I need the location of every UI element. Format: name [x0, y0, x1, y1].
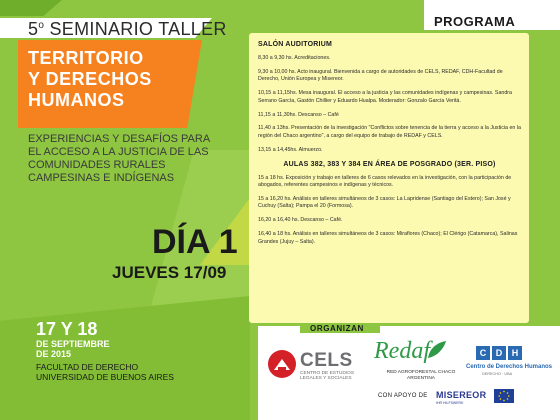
redaf-logo — [372, 338, 456, 386]
cdh-letter-c: C — [476, 346, 490, 360]
program-item: 11,40 a 13hs. Presentación de la investigación "Conflictos sobre tenencia de la tierra y acceso a la Justicia en la región del Chaco argentino", a cargo del equipo de trabajo de REDAF y CELS. — [258, 125, 521, 139]
redaf-subtitle: RED AGROFORESTAL CHACO ARGENTINA — [386, 370, 456, 381]
program-item: 10,15 a 11,15hs. Mesa inaugural. El acceso a la justicia y las comunidades indígenas y campesinas. Sandra Serrano García, Gastón Chillier y Eduardo Hualpa. Moderador: Gonzalo García Veritá. — [258, 90, 513, 104]
program-item: 11,15 a 11,30hs. Descanso – Café — [258, 111, 339, 118]
misereor-subtitle: IHR HILFSWERK — [436, 401, 464, 405]
program-panel — [249, 33, 529, 323]
dates-days: 17 Y 18 — [36, 319, 98, 339]
event-type: SEMINARIO TALLER — [49, 19, 227, 39]
main-title — [28, 48, 208, 111]
event-label — [28, 19, 227, 40]
dates-month: DE SEPTIEMBRE — [36, 339, 110, 349]
cdh-subtitle: DERECHO · UBA — [482, 372, 513, 376]
dates-year: DE 2015 — [36, 349, 72, 359]
decor-dark-stripe — [0, 0, 62, 16]
programa-heading: PROGRAMA — [434, 14, 516, 29]
leaf-icon — [424, 338, 448, 362]
section-title-auditorium: SALÓN AUDITORIUM — [258, 41, 332, 48]
day-label: DÍA 1 — [152, 223, 238, 261]
day-date: JUEVES 17/09 — [112, 263, 227, 282]
title-line-3: HUMANOS — [28, 90, 125, 110]
redaf-name: Redaf — [374, 338, 430, 364]
cdh-logo — [466, 346, 558, 384]
event-ordinal: 5 — [28, 19, 39, 39]
event-dates — [36, 320, 196, 382]
title-line-2: Y DERECHOS — [28, 69, 152, 89]
organizers-heading: ORGANIZAN — [310, 324, 364, 333]
cels-logo — [268, 348, 372, 382]
program-item: 9,30 a 10,00 hs. Acto inaugural. Bienvenida a cargo de autoridades de CELS, REDAF, CDH-Facultad de Derecho, Unión Europea y Misereor. — [258, 68, 503, 83]
cdh-name: Centro de Derechos Humanos — [466, 364, 553, 370]
cdh-letter-h: H — [508, 346, 522, 360]
title-line-1: TERRITORIO — [28, 48, 144, 68]
subtitle: EXPERIENCIAS Y DESAFÍOS PARA EL ACCESO A LA JUSTICIA DE LAS COMUNIDADES RURALES CAMPESINAS E INDÍGENAS — [28, 133, 210, 184]
cdh-letter-d: D — [492, 346, 506, 360]
program-item: 8,30 a 9,30 hs. Acreditaciones. — [258, 55, 331, 61]
program-item: 16,40 a 18 hs. Análisis en talleres simultáneos de 3 casos: Miraflores (Chaco); El Clérigo (Catamarca), Salinas Grandes (Jujuy – Salta). — [258, 231, 518, 245]
misereor-logo: MISEREOR — [436, 390, 487, 400]
cels-emblem-icon — [268, 350, 296, 378]
program-item: 13,15 a 14,45hs. Almuerzo. — [258, 146, 323, 153]
program-item: 15 a 18 hs. Exposición y trabajo en talleres de 6 casos relevados en la investigación, con la participación de abogados, referentes campesinos e indígenas y técnicos. — [258, 174, 512, 189]
cels-subtitle: CENTRO DE ESTUDIOS LEGALES Y SOCIALES — [300, 371, 355, 382]
venue-line-1: FACULTAD DE DERECHO — [36, 362, 139, 372]
program-item: 15 a 16,20 hs. Análisis en talleres simultáneos de 3 casos: La Lapridense (Santiago del Estero); San José y Cuchuy (Salta); Pampa el 20 (Formosa). — [258, 195, 511, 210]
section-title-aulas: AULAS 382, 383 Y 384 EN ÁREA DE POSGRADO (3ER. PISO) — [283, 160, 496, 168]
venue-line-2: UNIVERSIDAD DE BUENOS AIRES — [36, 372, 174, 382]
event-ordinal-sup: o — [38, 20, 45, 31]
eu-flag-icon — [494, 389, 514, 403]
cels-name: CELS — [300, 350, 353, 371]
support-label: CON APOYO DE — [378, 393, 428, 399]
program-item: 16,20 a 16,40 hs. Descanso – Café. — [258, 217, 343, 224]
